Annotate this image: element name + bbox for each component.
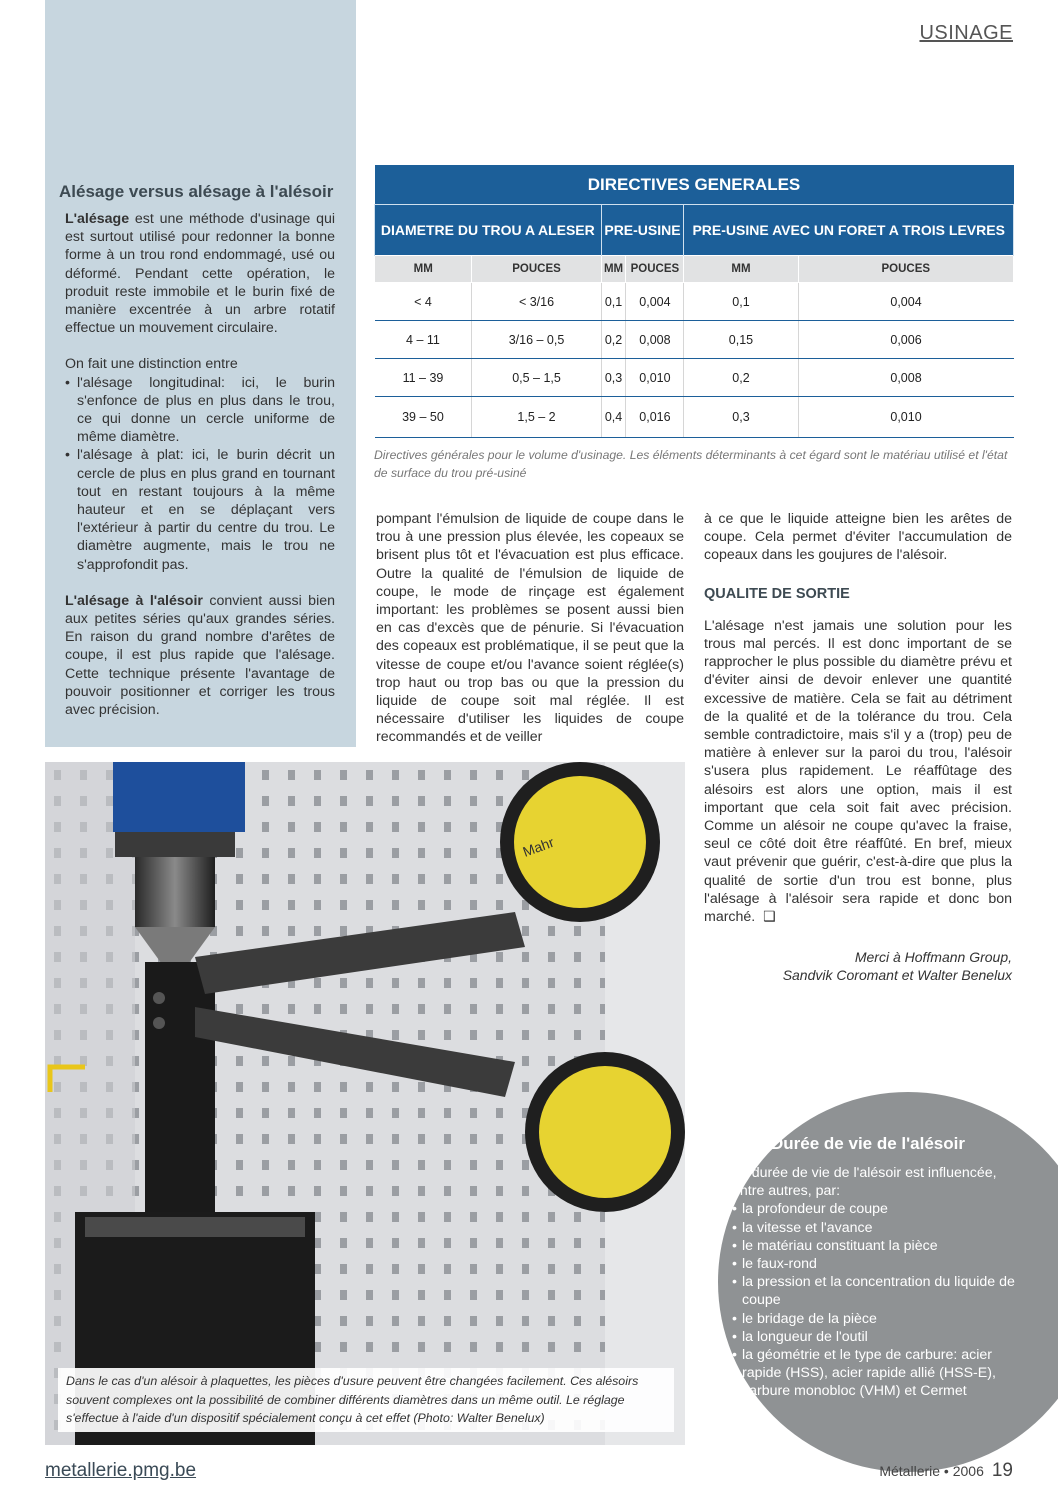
table-cell: 39 – 50 (375, 397, 472, 438)
list-item: • la géométrie et le type de carbure: acier rapide (HSS), acier rapide allié (HSS-E), carbure monobloc (VHM) et Cermet (732, 1346, 1032, 1401)
table-caption: Directives générales pour le volume d'usinage. Les éléments déterminants à cet égard sont le matériau utilisé et l'état de surface du trou pré-usiné (374, 448, 1008, 480)
website-link[interactable]: metallerie.pmg.be (45, 1460, 197, 1481)
acknowledgement-line: Merci à Hoffmann Group, (854, 949, 1012, 966)
table-cell: 0,15 (684, 321, 798, 359)
guidelines-table (374, 165, 1014, 438)
table-unit-header: MM (601, 256, 626, 283)
sidebar-p1-text: est une méthode d'usinage qui est surtout utilisé pour redonner la bonne forme à un trou rond endommagé, usé ou déformé. Pendant cette opération, le produit reste immobile et le burin fixé de manière excentrée à un arbre rotatif effectue un mouvement circulaire. (65, 211, 335, 337)
table-cell: < 3/16 (472, 283, 601, 321)
table-cell: 0,010 (798, 397, 1013, 438)
table-cell: 0,2 (601, 321, 626, 359)
table-cell: 0,4 (601, 397, 626, 438)
table-cell: 0,3 (601, 359, 626, 397)
list-item: • le bridage de la pièce (732, 1310, 1032, 1328)
acknowledgement-line: Sandvik Coromant et Walter Benelux (782, 967, 1012, 984)
dial-brand-label: Mahr (520, 833, 557, 860)
box-list (732, 1200, 1032, 1400)
table-unit-header: POUCES (626, 256, 684, 283)
table-group-header: PRE-USINE (601, 205, 684, 256)
reamer-life-box (718, 1092, 1058, 1472)
list-item: • l'alésage à plat: ici, le burin décrit un cercle de plus en plus grand en tournant tout en restant toujours à la même hauteur et en se déplaçant vers l'extérieur à partir du centre du trou. Le diamètre augmente, mais le trou ne s'approfondit pas. (65, 446, 335, 573)
table-cell: 3/16 – 0,5 (472, 321, 601, 359)
sidebar-paragraph-1 (65, 210, 335, 337)
sidebar-p3-text: convient aussi bien aux petites séries qu'aux grandes séries. En raison du grand nombre d'arêtes de coupe, il est plus rapide que l'alésage. Cette technique présente l'avantage de pouvoir positionner et corriger les trous avec précision. (65, 592, 335, 719)
acknowledgements (704, 948, 1012, 984)
list-item: • le faux-rond (732, 1255, 1032, 1273)
box-body (732, 1164, 1032, 1401)
list-item: • l'alésage longitudinal: ici, le burin s'enfonce de plus en plus dans le trou, ce qui donne un cercle uniforme de même diamètre. (65, 374, 335, 447)
table-row (375, 321, 1014, 359)
box-title: Durée de vie de l'alésoir (771, 1134, 965, 1153)
table-cell: 1,5 – 2 (472, 397, 601, 438)
table-cell: 0,010 (626, 359, 684, 397)
list-item: • le matériau constituant la pièce (732, 1237, 1032, 1255)
sidebar-paragraph-2: On fait une distinction entre (65, 356, 238, 373)
table-cell: 0,016 (626, 397, 684, 438)
table-cell: 0,1 (684, 283, 798, 321)
sidebar-body (65, 210, 335, 737)
table-cell: 0,1 (601, 283, 626, 321)
table-unit-header: MM (684, 256, 798, 283)
table-group-header: PRE-USINE AVEC UN FORET A TROIS LEVRES (684, 205, 1014, 256)
photo-illustration (45, 762, 685, 1445)
list-item: • la vitesse et l'avance (732, 1219, 1032, 1237)
sidebar-box (45, 0, 356, 747)
table-cell: 0,2 (684, 359, 798, 397)
sidebar-bullet-list (65, 374, 335, 574)
table-cell: 4 – 11 (375, 321, 472, 359)
table-row (375, 359, 1014, 397)
table-cell: < 4 (375, 283, 472, 321)
article-paragraph: à ce que le liquide atteigne bien les arêtes de coupe. Cela permet d'éviter l'accumulation de copeaux dans les goujures de l'alésoir. (704, 511, 1012, 564)
table-row (375, 283, 1014, 321)
term-alesage: L'alésage (65, 211, 130, 227)
article-paragraph: pompant l'émulsion de liquide de coupe dans le trou à une pression plus élevée, les copeaux se brisent plus tôt et l'évacuation est plus efficace. Outre la qualité de l'émulsion de liquide de coupe, le mode de rinçage est également important: les problèmes se posent aussi bien en cas d'excès que de pénurie. Si l'évacuation des copeaux est problématique, il se peut que la vitesse de coupe et/ou l'avance soient réglée(s) trop haut ou trop bas ou que la pression du liquide de coupe soit mal réglée. Il est nécessaire d'utiliser les liquides de coupe recommandés et de veiller (376, 511, 684, 746)
issue-label: Métallerie • 2006 (879, 1463, 984, 1479)
end-mark-icon: ❑ (763, 909, 776, 926)
table-unit-header: POUCES (798, 256, 1013, 283)
table-cell: 0,004 (798, 283, 1013, 321)
footer-issue (879, 1460, 1013, 1482)
table-group-header: DIAMETRE DU TROU A ALESER (375, 205, 602, 256)
list-item: • la profondeur de coupe (732, 1200, 1032, 1218)
page-number: 19 (991, 1460, 1013, 1481)
section-label: USINAGE (919, 22, 1013, 44)
article-column-1 (376, 510, 684, 747)
table-title: DIRECTIVES GENERALES (375, 165, 1014, 205)
list-item: • la pression et la concentration du liquide de coupe (732, 1273, 1032, 1309)
table-cell: 0,5 – 1,5 (472, 359, 601, 397)
list-item: • la longueur de l'outil (732, 1328, 1032, 1346)
table-cell: 0,008 (798, 359, 1013, 397)
box-intro: La durée de vie de l'alésoir est influencée, entre autres, par: (732, 1165, 997, 1200)
sidebar-title: Alésage versus alésage à l'alésoir (59, 182, 334, 201)
reamer-photo (45, 762, 685, 1445)
table-cell: 0,3 (684, 397, 798, 438)
table-cell: 0,006 (798, 321, 1013, 359)
table-unit-header: MM (375, 256, 472, 283)
section-heading: QUALITE DE SORTIE (704, 585, 850, 602)
article-column-2 (704, 510, 1012, 984)
term-alesage-alesoir: L'alésage à l'alésoir (65, 592, 203, 609)
sidebar-paragraph-3 (65, 592, 335, 719)
article-paragraph (704, 617, 1012, 926)
article-text: L'alésage n'est jamais une solution pour les trous mal percés. Il est donc important de se rapprocher le plus possible du diamètre prévu et d'éviter ainsi de devoir enlever une quantité excessive de matière. Cela se fait au détriment de la qualité et de la tolérance du trou. Cela semble contradictoire, mais s'il y a (trop) peu de matière à enlever sur la paroi du trou, l'alésoir s'usera plus rapidement. Le réaffûtage des alésoirs est alors une option, mais il est important que cela soit fait avec précision. Comme un alésoir ne coupe qu'avec la fraise, seul ce côté doit être réaffûté. En bref, mieux vaut prévenir que guérir, c'est-à-dire que plus la qualité de sortie d'un trou est bonne, plus l'alésage à l'alésoir sera rapide et donc bon marché. (704, 617, 1012, 926)
table-cell: 0,008 (626, 321, 684, 359)
table-unit-header: POUCES (472, 256, 601, 283)
table-cell: 0,004 (626, 283, 684, 321)
table-row (375, 397, 1014, 438)
photo-caption: Dans le cas d'un alésoir à plaquettes, les pièces d'usure peuvent être changées facilement. Ces alésoirs souvent complexes ont la possibilité de combiner différents diamètres dans un même outil. Le réglage s'effectue à l'aide d'un dispositif spécialement conçu à cet effet (Photo: Walter Benelux) (58, 1368, 674, 1432)
table-cell: 11 – 39 (375, 359, 472, 397)
